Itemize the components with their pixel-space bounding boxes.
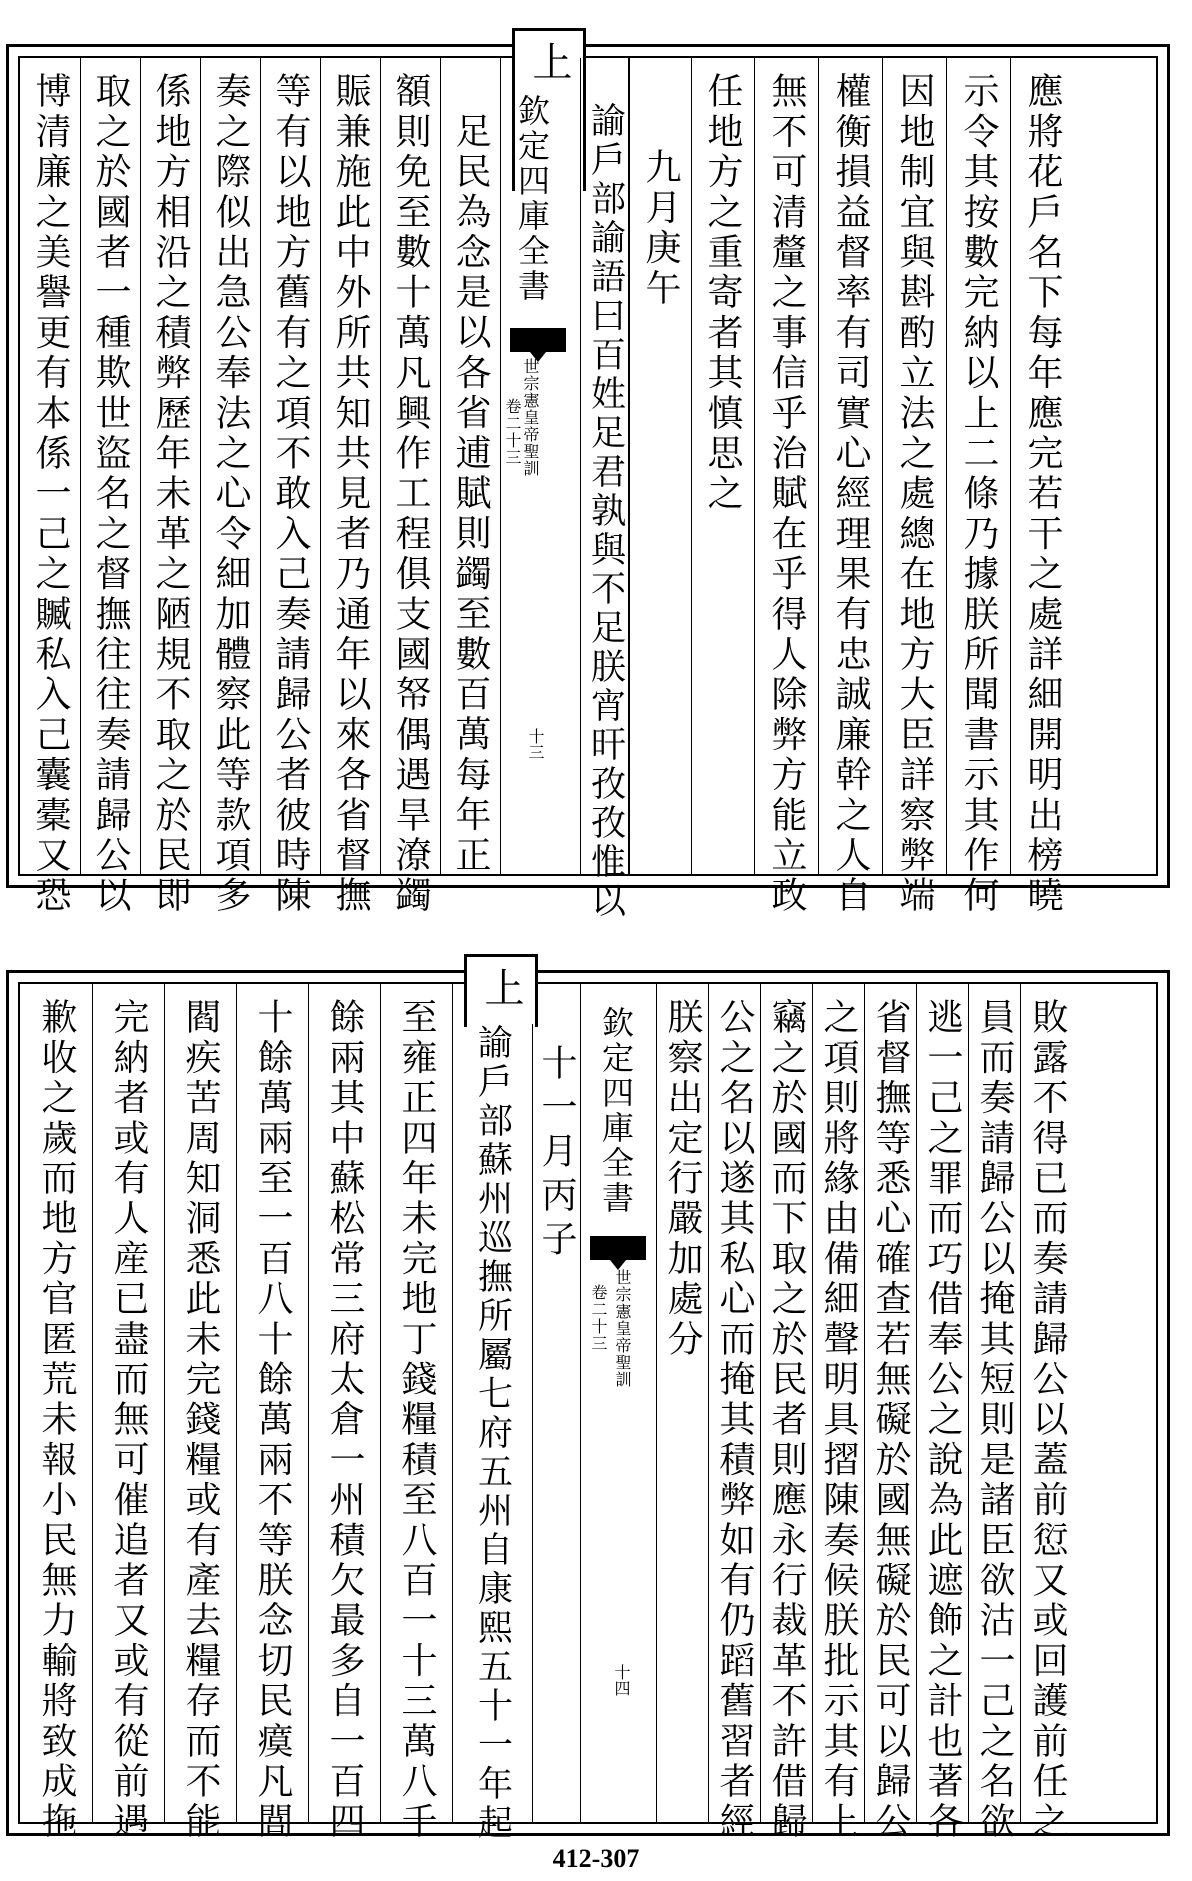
page-number: 十四: [612, 1664, 631, 1696]
column-text: 歉收之歲而地方官匿荒未報小民無力輸將致成拖: [36, 998, 77, 1843]
column-text: 逃一己之罪而巧借奉公之說為此遮飾之計也著各: [922, 998, 963, 1843]
elevation-tab: [464, 954, 538, 1027]
column-text: 權衡損益督率有司實心經理果有忠誠廉幹之人自: [830, 72, 871, 917]
text-column: [440, 58, 501, 874]
center-band: [452, 954, 580, 1843]
column-text: 取之於國者一種欺世盜名之督撫往往奏請歸公以: [90, 72, 131, 917]
text-column: [260, 58, 321, 917]
edict-text: 諭戶部蘇州巡撫所屬七府五州自康熙五十一年起: [472, 1024, 513, 1843]
column-text: 完納者或有人産已盡而無可催追者又或有從前遇: [108, 998, 149, 1843]
meta-volume: 卷二十三: [503, 398, 522, 466]
meta-title: 世宗憲皇帝聖訓: [521, 358, 540, 477]
text-column: [882, 58, 947, 917]
text-column: [1020, 984, 1074, 1843]
column-text: 任地方之重寄者其慎思之: [702, 72, 743, 515]
column-text: 餘兩其中蘇松常三府太倉一州積欠最多自一百四: [324, 998, 365, 1843]
text-column: [164, 984, 237, 1843]
tab-char: 上: [478, 967, 524, 1017]
text-column: [812, 984, 865, 1843]
column-text: 敗露不得已而奏請歸公以蓋前愆又或回護前任之: [1027, 998, 1068, 1843]
meta-title: 世宗憲皇帝聖訓: [613, 1269, 632, 1388]
column-text: 至雍正四年未完地丁錢糧積至八百一十三萬八千: [396, 998, 437, 1843]
column-text: 示令其按數完納以上二條乃據朕所聞書示其作何: [958, 72, 999, 917]
text-column: [320, 58, 381, 917]
column-text: 員而奏請歸公以掩其短則是諸臣欲沽一己之名欲: [974, 998, 1015, 1843]
text-column: [864, 984, 917, 1843]
text-column: [656, 984, 709, 1822]
meta-volume: 卷二十三: [589, 1284, 608, 1352]
tab-char: 上: [526, 41, 572, 91]
text-column: [80, 58, 141, 917]
date-column: [628, 58, 692, 874]
fish-tail-mark: [590, 1236, 646, 1260]
book-title: 欽定四庫全書: [597, 1006, 635, 1216]
column-text: 賑兼施此中外所共知共見者乃通年以來各省督撫: [330, 72, 371, 917]
text-column: [760, 984, 813, 1843]
column-text: 因地制宜與斟酌立法之處總在地方大臣詳察弊端: [894, 72, 935, 917]
bottom-page-frame: [18, 967, 1158, 1843]
bottom-page: [6, 967, 1170, 1843]
column-text: 閻疾苦周知洞悉此未完錢糧或有產去糧存而不能: [180, 998, 221, 1843]
column-text: 之項則將緣由備細聲明具摺陳奏候朕批示其有上: [818, 998, 859, 1843]
column-text: 竊之於國而下取之於民者則應永行裁革不許借歸: [766, 998, 807, 1843]
text-column: [708, 984, 761, 1843]
fish-tail-mark: [510, 328, 566, 352]
column-text: 奏之際似出急公奉法之心令細加體察此等款項多: [210, 72, 251, 917]
book-title: 欽定四庫全書: [513, 94, 551, 304]
top-page-frame: [18, 41, 1158, 921]
date-column: [532, 984, 581, 1822]
column-text: 公之名以遂其私心而掩其積弊如有仍蹈舊習者經: [714, 998, 755, 1843]
text-column: [20, 984, 93, 1843]
column-text: 等有以地方舊有之項不敢入己奏請歸公者彼時陳: [270, 72, 311, 917]
text-column: [916, 984, 969, 1843]
date-text: 十一月丙子: [536, 1044, 577, 1264]
date-text: 九月庚午: [640, 148, 681, 309]
text-column: [308, 984, 381, 1843]
page-number: 十三: [526, 728, 545, 760]
center-band: [500, 28, 628, 921]
text-column: [380, 984, 453, 1843]
text-column: [236, 984, 309, 1843]
text-column: [200, 58, 261, 917]
book-title-column: [506, 82, 558, 304]
text-column: [946, 58, 1011, 917]
column-text: 十餘萬兩至一百八十餘萬兩不等朕念切民瘼凡閭: [252, 998, 293, 1843]
column-text: 朕察出定行嚴加處分: [662, 998, 703, 1360]
text-column: [968, 984, 1021, 1843]
column-text: 省督撫等悉心確查若無礙於國無礙於民可以歸公: [870, 998, 911, 1843]
text-column: [20, 58, 81, 917]
text-column: [1010, 58, 1074, 917]
column-text: 無不可清釐之事信乎治賦在乎得人除弊方能立政: [766, 72, 807, 917]
text-column: [92, 984, 165, 1843]
top-page: [6, 41, 1170, 921]
page-footer-number: 412-307: [552, 1844, 640, 1873]
column-text: 額則免至數十萬凡興作工程俱支國帑偶遇旱潦蠲: [390, 72, 431, 917]
column-text: 足民為念是以各省逋賦則蠲至數百萬每年正: [450, 112, 491, 876]
book-info-column: [580, 984, 657, 1822]
column-text: 博清廉之美譽更有本係一己之贓私入己囊橐又恐: [30, 72, 71, 917]
text-column: [140, 58, 201, 917]
column-text: 係地方相沿之積弊歷年未革之陋規不取之於民即: [150, 72, 191, 917]
text-column: [754, 58, 819, 917]
edict-column: [580, 58, 630, 921]
text-column: [690, 58, 755, 874]
column-text: 應將花戶名下每年應完若干之處詳細開明出榜曉: [1022, 72, 1063, 917]
text-column: [380, 58, 441, 917]
text-column: [818, 58, 883, 917]
edict-column: [452, 1024, 533, 1843]
edict-text: 諭戶部諭語曰百姓足君孰與不足朕宵旰孜孜惟以: [585, 102, 626, 921]
